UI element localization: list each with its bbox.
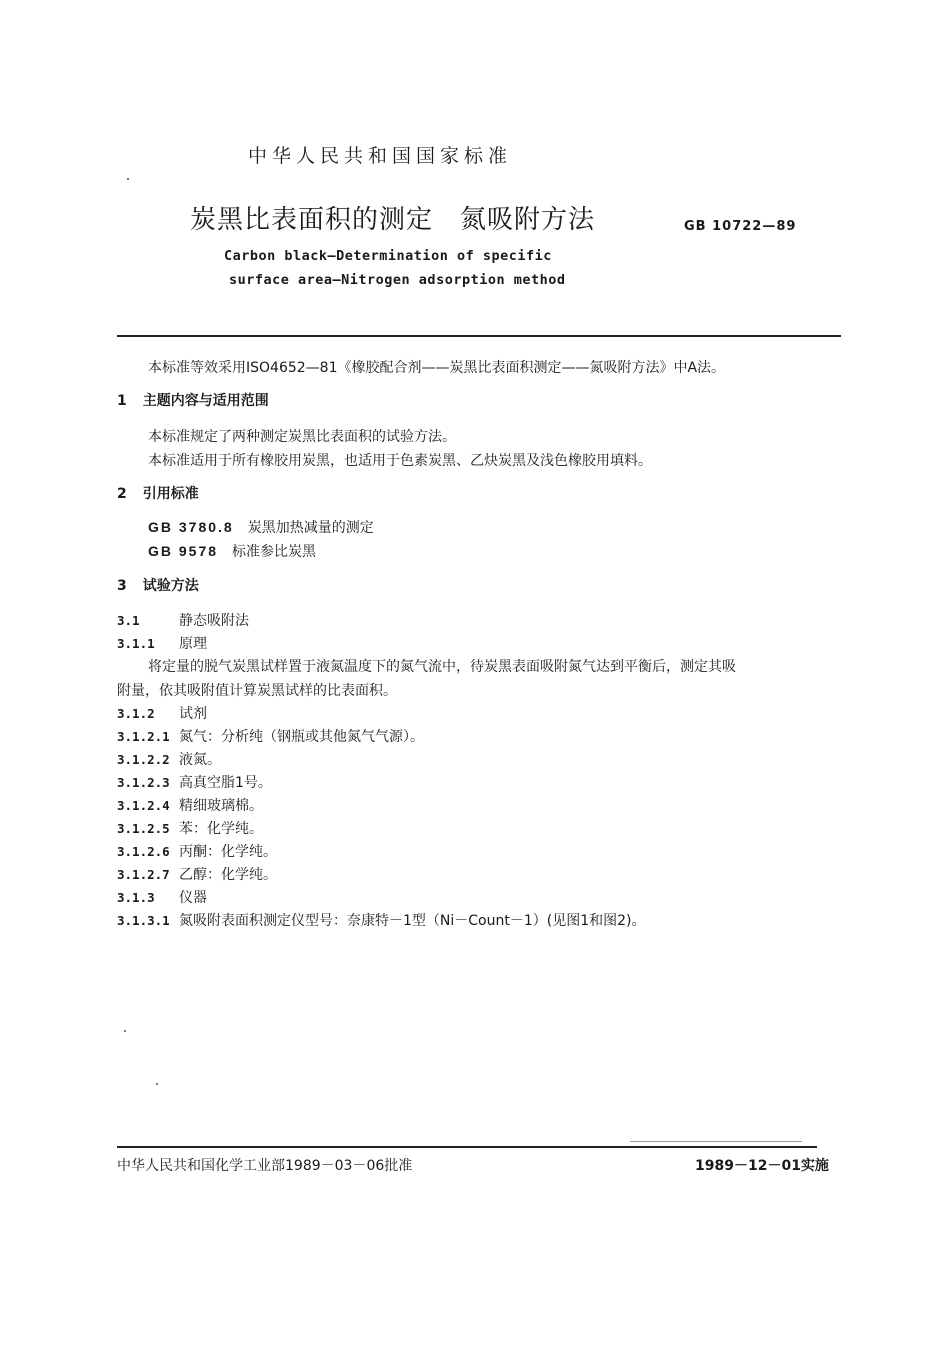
reference-code: GB 3780.8 [148, 519, 234, 535]
scan-speck [156, 1083, 158, 1085]
principle-paragraph-line-1: 将定量的脱气炭黑试样置于液氮温度下的氮气流中，待炭黑表面吸附氮气达到平衡后，测定其吸 [148, 659, 736, 675]
clause-number: 3.1.2.7 [117, 867, 170, 882]
clause-3-1-2-5 [117, 818, 263, 838]
reference-item [148, 517, 374, 537]
section-heading-1 [117, 390, 269, 410]
clause-3-1-2-6 [117, 841, 277, 861]
clause-text: 高真空脂1号。 [179, 775, 272, 791]
clause-text: 仪器 [179, 890, 207, 906]
clause-number: 3.1.2.6 [117, 844, 170, 859]
section-1-paragraph-1: 本标准规定了两种测定炭黑比表面积的试验方法。 [148, 429, 456, 445]
clause-text: 氮吸附表面积测定仪型号：奈康特－1型（Ni－Count－1）(见图1和图2)。 [179, 913, 646, 929]
scan-speck [127, 178, 129, 180]
section-heading-3 [117, 575, 199, 595]
principle-paragraph-line-2: 附量，依其吸附值计算炭黑试样的比表面积。 [117, 683, 397, 699]
standard-number: GB 10722—89 [684, 219, 797, 234]
header-divider [117, 335, 841, 337]
clause-number: 3.1.2.2 [117, 752, 170, 767]
footer-divider [117, 1146, 817, 1148]
title-english-line-1: Carbon black—Determination of specific [224, 248, 552, 264]
section-number: 3 [117, 578, 127, 594]
clause-text: 精细玻璃棉。 [179, 798, 263, 814]
clause-3-1-2-3 [117, 772, 272, 792]
section-1-paragraph-2: 本标准适用于所有橡胶用炭黑，也适用于色素炭黑、乙炔炭黑及浅色橡胶用填料。 [148, 453, 652, 469]
footer-faint-line [630, 1141, 802, 1142]
clause-text: 氮气：分析纯（钢瓶或其他氮气气源）。 [179, 729, 424, 745]
clause-number: 3.1.2.5 [117, 821, 170, 836]
reference-title: 标准参比炭黑 [232, 544, 317, 560]
clause-number: 3.1.2 [117, 706, 155, 721]
clause-3-1-2-2 [117, 749, 221, 769]
clause-3-1-2-1 [117, 726, 424, 746]
clause-text: 原理 [179, 636, 207, 652]
clause-3-1-2-4 [117, 795, 263, 815]
clause-text: 静态吸附法 [179, 613, 249, 629]
section-heading-2 [117, 483, 199, 503]
section-number: 1 [117, 393, 127, 409]
title-english-line-2: surface area—Nitrogen adsorption method [229, 272, 566, 288]
clause-3-1-2 [117, 703, 207, 723]
section-title: 试验方法 [142, 578, 199, 594]
clause-3-1-2-7 [117, 864, 277, 884]
implementation-date: 1989－12－01实施 [695, 1158, 829, 1174]
clause-number: 3.1.3.1 [117, 913, 170, 928]
clause-3-1 [117, 610, 249, 630]
clause-number: 3.1.2.3 [117, 775, 170, 790]
section-title: 主题内容与适用范围 [142, 393, 269, 409]
section-title: 引用标准 [142, 486, 199, 502]
scan-speck [124, 1030, 126, 1032]
clause-number: 3.1.1 [117, 636, 155, 651]
clause-number: 3.1.2.4 [117, 798, 170, 813]
reference-item [148, 541, 316, 561]
clause-number: 3.1.2.1 [117, 729, 170, 744]
reference-title: 炭黑加热减量的测定 [247, 520, 374, 536]
reference-code: GB 9578 [148, 543, 219, 559]
clause-text: 苯：化学纯。 [179, 821, 263, 837]
approval-note: 中华人民共和国化学工业部1989－03－06批准 [117, 1158, 413, 1174]
section-number: 2 [117, 486, 127, 502]
clause-text: 丙酮：化学纯。 [179, 844, 277, 860]
clause-text: 乙醇：化学纯。 [179, 867, 277, 883]
title-chinese: 炭黑比表面积的测定 氮吸附方法 [190, 205, 596, 235]
clause-text: 试剂 [179, 706, 207, 722]
issuing-organization: 中华人民共和国国家标准 [247, 145, 512, 167]
clause-3-1-3 [117, 887, 207, 907]
clause-text: 液氮。 [179, 752, 221, 768]
clause-3-1-3-1 [117, 910, 646, 930]
intro-paragraph: 本标准等效采用ISO4652—81《橡胶配合剂——炭黑比表面积测定——氮吸附方法》中A法。 [148, 360, 726, 376]
clause-number: 3.1 [117, 613, 140, 628]
clause-number: 3.1.3 [117, 890, 155, 905]
clause-3-1-1 [117, 633, 207, 653]
